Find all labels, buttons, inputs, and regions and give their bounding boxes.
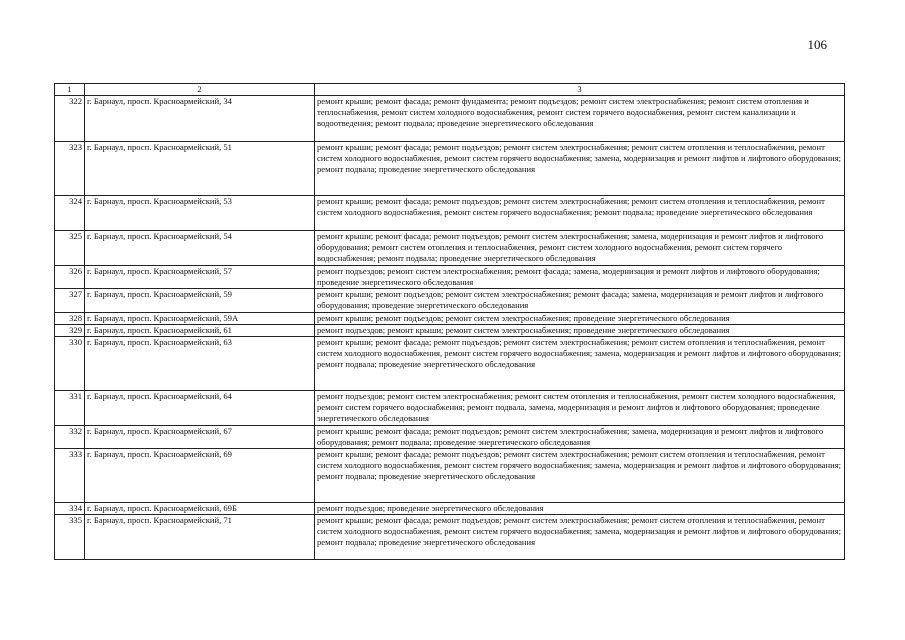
row-number: 328 [55,313,85,325]
row-address: г. Барнаул, просп. Красноармейский, 57 [85,266,315,289]
table-row [55,142,845,196]
row-number: 332 [55,426,85,449]
table-row [55,391,845,426]
row-number: 330 [55,337,85,391]
table-row [55,313,845,325]
column-header-number: 1 [55,84,85,96]
row-number: 325 [55,231,85,266]
row-address: г. Барнаул, просп. Красноармейский, 51 [85,142,315,196]
row-works: ремонт крыши; ремонт фасада; ремонт подъездов; ремонт систем электроснабжения; ремонт систем отопления и теплоснабжения, ремонт систем холодного водоснабжения, ремонт систем горячего водоснабжения; замена, модернизация и ремонт лифтов и лифтового оборудования; ремонт подвала; проведение энергетического обследования [315,142,845,196]
row-address: г. Барнаул, просп. Красноармейский, 61 [85,325,315,337]
table-row [55,503,845,515]
page-number: 106 [807,37,827,52]
row-number: 322 [55,96,85,142]
row-number: 333 [55,449,85,503]
row-number: 323 [55,142,85,196]
table-row [55,515,845,560]
row-address: г. Барнаул, просп. Красноармейский, 67 [85,426,315,449]
table-row [55,289,845,313]
row-address: г. Барнаул, просп. Красноармейский, 53 [85,196,315,231]
row-address: г. Барнаул, просп. Красноармейский, 63 [85,337,315,391]
row-works: ремонт подъездов; ремонт крыши; ремонт систем электроснабжения; проведение энергетического обследования [315,325,845,337]
row-works: ремонт крыши; ремонт подъездов; ремонт систем электроснабжения; проведение энергетического обследования [315,313,845,325]
row-number: 326 [55,266,85,289]
row-works: ремонт крыши; ремонт фасада; ремонт подъездов; ремонт систем электроснабжения; ремонт систем отопления и теплоснабжения, ремонт систем холодного водоснабжения, ремонт систем горячего водоснабжения; замена, модернизация и ремонт лифтов и лифтового оборудования; ремонт подвала; проведение энергетического обследования [315,337,845,391]
table-row [55,337,845,391]
table-row [55,231,845,266]
row-works: ремонт крыши; ремонт фасада; ремонт фундамента; ремонт подъездов; ремонт систем электроснабжения; ремонт систем отопления и теплоснабжения, ремонт систем холодного водоснабжения, ремонт систем горячего водоснабжения, ремонт систем канализации и водоотведения; ремонт подвала; проведение энергетического обследования [315,96,845,142]
row-works: ремонт подъездов; ремонт систем электроснабжения; ремонт систем отопления и теплоснабжения, ремонт систем холодного водоснабжения, ремонт систем горячего водоснабжения; ремонт подвала, замена, модернизация и ремонт лифтов и лифтового оборудования; проведение энергетического обследования [315,391,845,426]
repair-registry-table [54,83,845,560]
column-header-works: 3 [315,84,845,96]
row-address: г. Барнаул, просп. Красноармейский, 54 [85,231,315,266]
row-number: 334 [55,503,85,515]
row-address: г. Барнаул, просп. Красноармейский, 64 [85,391,315,426]
row-works: ремонт крыши; ремонт фасада; ремонт подъездов; ремонт систем электроснабжения; замена, модернизация и ремонт лифтов и лифтового оборудования; ремонт систем отопления и теплоснабжения, ремонт систем холодного водоснабжения, ремонт систем горячего водоснабжения; ремонт подвала; проведение энергетического обследования [315,231,845,266]
row-works: ремонт крыши; ремонт фасада; ремонт подъездов; ремонт систем электроснабжения; замена, модернизация и ремонт лифтов и лифтового оборудования; ремонт подвала; проведение энергетического обследования [315,426,845,449]
table-row [55,196,845,231]
row-number: 329 [55,325,85,337]
row-works: ремонт крыши; ремонт фасада; ремонт подъездов; ремонт систем электроснабжения; ремонт систем отопления и теплоснабжения, ремонт систем холодного водоснабжения, ремонт систем горячего водоснабжения; замена, модернизация и ремонт лифтов и лифтового оборудования; ремонт подвала; проведение энергетического обследования [315,449,845,503]
row-number: 324 [55,196,85,231]
column-header-address: 2 [85,84,315,96]
row-number: 327 [55,289,85,313]
row-works: ремонт крыши; ремонт фасада; ремонт подъездов; ремонт систем электроснабжения; ремонт систем отопления и теплоснабжения, ремонт систем холодного водоснабжения, ремонт систем горячего водоснабжения; замена, модернизация и ремонт лифтов и лифтового оборудования; ремонт подвала; проведение энергетического обследования [315,515,845,560]
table-header-row [55,84,845,96]
table-row [55,449,845,503]
row-number: 331 [55,391,85,426]
row-address: г. Барнаул, просп. Красноармейский, 69Б [85,503,315,515]
table-row [55,266,845,289]
row-works: ремонт крыши; ремонт подъездов; ремонт систем электроснабжения; ремонт фасада; замена, модернизация и ремонт лифтов и лифтового оборудования; проведение энергетического обследования [315,289,845,313]
row-works: ремонт крыши; ремонт фасада; ремонт подъездов; ремонт систем электроснабжения; ремонт систем отопления и теплоснабжения, ремонт систем холодного водоснабжения, ремонт систем горячего водоснабжения; ремонт подвала; проведение энергетического обследования [315,196,845,231]
row-works: ремонт подъездов; ремонт систем электроснабжения; ремонт фасада; замена, модернизация и ремонт лифтов и лифтового оборудования; проведение энергетического обследования [315,266,845,289]
row-works: ремонт подъездов; проведение энергетического обследования [315,503,845,515]
table-row [55,325,845,337]
row-number: 335 [55,515,85,560]
row-address: г. Барнаул, просп. Красноармейский, 34 [85,96,315,142]
table-row [55,426,845,449]
row-address: г. Барнаул, просп. Красноармейский, 71 [85,515,315,560]
row-address: г. Барнаул, просп. Красноармейский, 69 [85,449,315,503]
table-row [55,96,845,142]
row-address: г. Барнаул, просп. Красноармейский, 59А [85,313,315,325]
row-address: г. Барнаул, просп. Красноармейский, 59 [85,289,315,313]
